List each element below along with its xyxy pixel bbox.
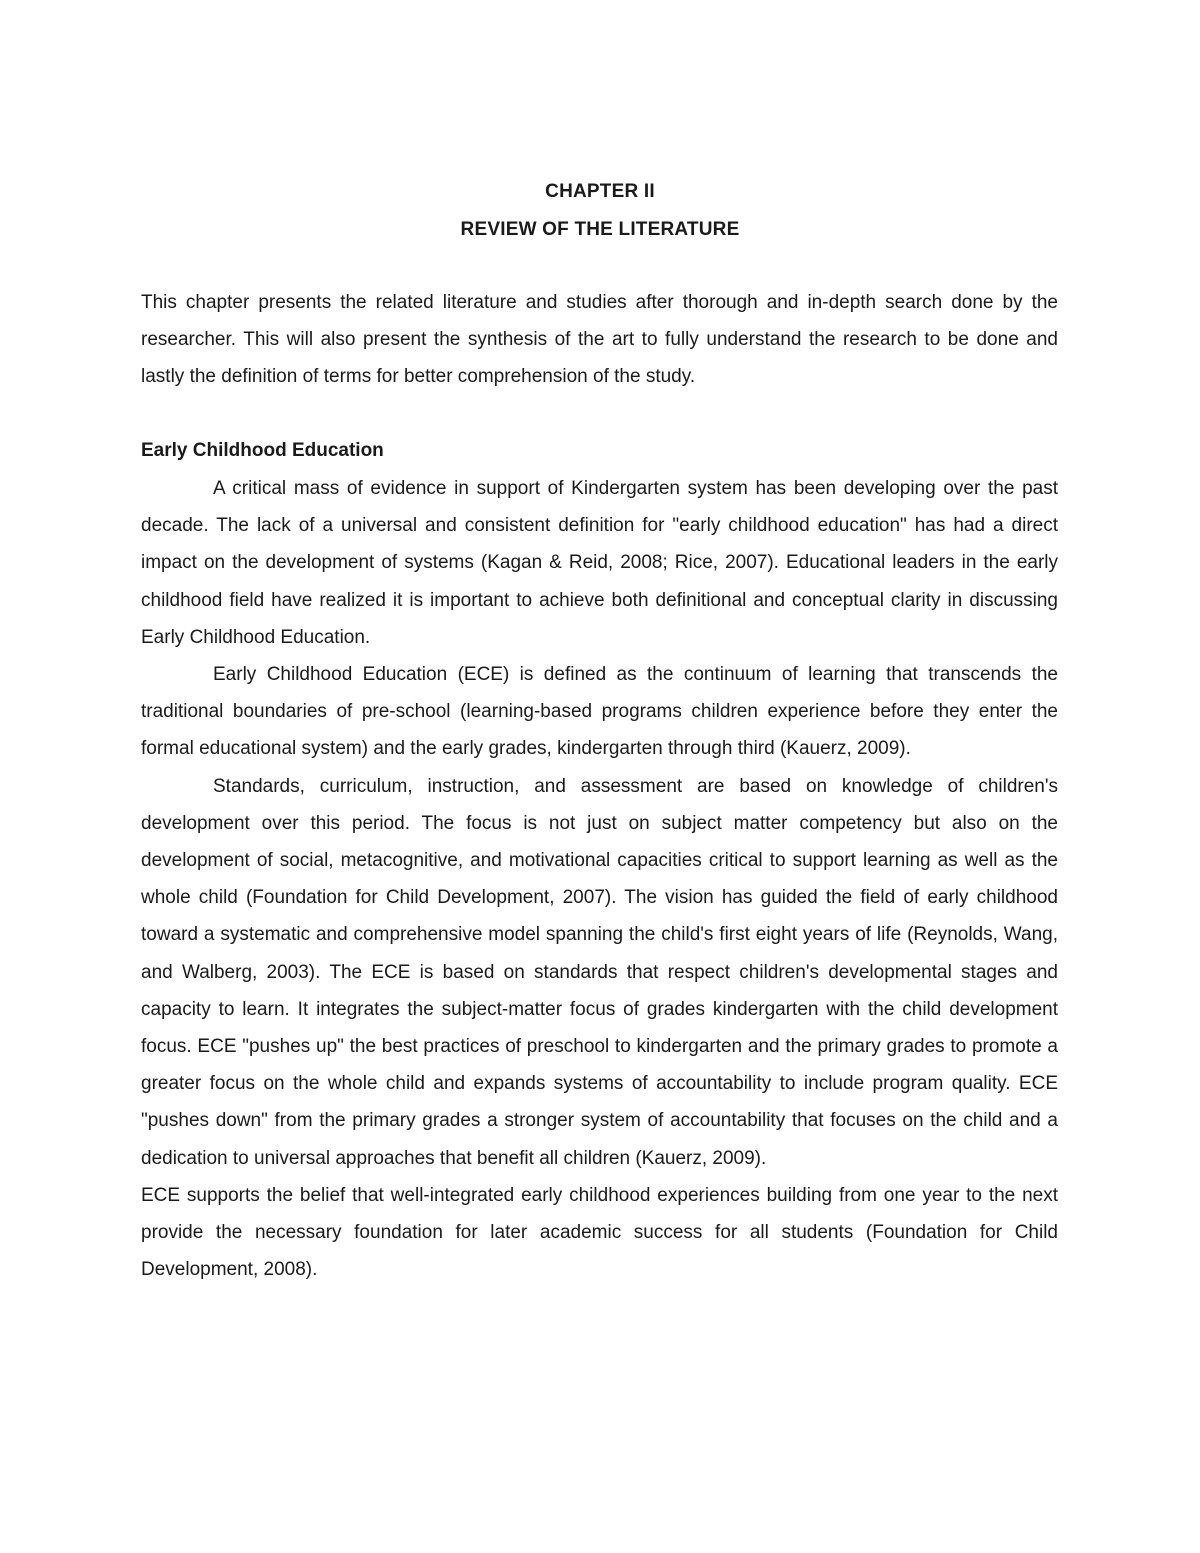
body-paragraph-kindergarten-evidence: A critical mass of evidence in support of Kindergarten system has been developing over the past decade. The lack of a universal and consistent definition for "early childhood education" has had a direct impact on the development of systems (Kagan & Reid, 2008; Rice, 2007). Educational leaders in the early childhood field have realized it is important to achieve both definitional and conceptual clarity in discussing Early Childhood Education. bbox=[141, 478, 1058, 648]
body-paragraph-ece-definition: Early Childhood Education (ECE) is defined as the continuum of learning that transcends the traditional boundaries of pre-school (learning-based programs children experience before they enter the formal educational system) and the early grades, kindergarten through third (Kauerz, 2009). bbox=[141, 664, 1058, 760]
body-paragraph-standards: Standards, curriculum, instruction, and assessment are based on knowledge of children's development over this period. The focus is not just on subject matter competency but also on the development of social, metacognitive, and motivational capacities critical to support learning as well as the whole child (Foundation for Child Development, 2007). The vision has guided the field of early childhood toward a systematic and comprehensive model spanning the child's first eight years of life (Reynolds, Wang, and Walberg, 2003). The ECE is based on standards that respect children's developmental stages and capacity to learn. It integrates the subject-matter focus of grades kindergarten with the child development focus. ECE "pushes up" the best practices of preschool to kindergarten and the primary grades to promote a greater focus on the whole child and expands systems of accountability to include program quality. ECE "pushes down" from the primary grades a stronger system of accountability that focuses on the child and a dedication to universal approaches that benefit all children (Kauerz, 2009). bbox=[141, 775, 1058, 1169]
chapter-number: CHAPTER II bbox=[545, 181, 655, 202]
chapter-title: REVIEW OF THE LITERATURE bbox=[460, 219, 740, 240]
section-heading: Early Childhood Education bbox=[141, 440, 384, 461]
body-paragraph-ece-beliefs: ECE supports the belief that well-integrated early childhood experiences building from one year to the next provide the necessary foundation for later academic success for all students (Foundation for Child Development, 2008). bbox=[141, 1184, 1058, 1281]
intro-paragraph: This chapter presents the related literature and studies after thorough and in-depth search done by the researcher. This will also present the synthesis of the art to fully understand the research to be done and lastly the definition of terms for better comprehension of the study. bbox=[141, 292, 1058, 388]
section-body bbox=[141, 470, 1058, 1288]
